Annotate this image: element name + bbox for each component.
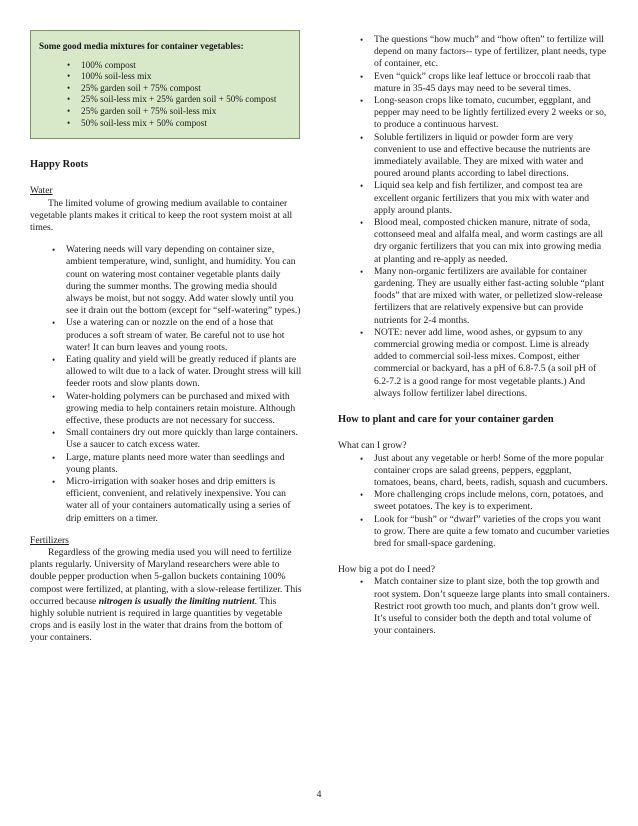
list-item: • 100% soil-less mix bbox=[39, 71, 291, 83]
right-column bbox=[338, 34, 610, 637]
water-intro-paragraph: The limited volume of growing medium available to container vegetable plants makes it critical to keep the root system moist at all times. bbox=[30, 197, 293, 233]
question-what-can-i-grow: What can I grow? bbox=[338, 440, 407, 452]
subsection-title-fertilizers: Fertilizers bbox=[30, 534, 69, 546]
media-mixtures-box bbox=[30, 30, 300, 139]
pot-size-list bbox=[338, 576, 610, 637]
list-item: • 50% soil-less mix + 50% compost bbox=[39, 118, 291, 130]
list-item: • 25% garden soil + 75% soil-less mix bbox=[39, 106, 291, 118]
fertilizers-text-end: . This highly soluble nutrient is required in large quantities by vegetable crops and is easily lost in the water that drains from the bottom of your containers. bbox=[30, 595, 283, 644]
subsection-title-water: Water bbox=[30, 185, 53, 197]
list-item: • Water-holding polymers can be purchased and mixed with growing media to help containers retain moisture. Although effective, these products are not necessary for success. bbox=[30, 391, 302, 428]
left-column bbox=[30, 30, 302, 645]
list-item: • Match container size to plant size, both the top growth and root system. Don’t squeeze large plants into small containers. Restrict root growth too much, and plants don’t grow well. It’s useful to consider both the depth and total volume of your containers. bbox=[338, 576, 610, 637]
list-item: • More challenging crops include melons, corn, potatoes, and sweet potatoes. The key is to experiment. bbox=[338, 489, 610, 513]
list-item: • Blood meal, composted chicken manure, nitrate of soda, cottonseed meal and alfalfa meal, and worm castings are all dry organic fertilizers that you can mix into growing media at planting and re-apply as needed. bbox=[338, 217, 610, 266]
fertilizers-text: Regardless of the growing media used you will need to fertilize plants regularly. University of Maryland researchers were able to double pepper production when 5-gallon buckets containing 100% compost were fertilized, at planting, with a slow-release fertilizer. This occurred because bbox=[30, 547, 302, 607]
list-item: • Use a watering can or nozzle on the end of a hose that produces a soft stream of water. Be careful not to use hot water! It can burn leaves and young roots. bbox=[30, 317, 302, 354]
water-tips-list bbox=[30, 244, 302, 525]
grow-list bbox=[338, 453, 610, 551]
limiting-nutrient-emphasis: nitrogen is usually the limiting nutrient bbox=[98, 595, 255, 607]
list-item: • NOTE: never add lime, wood ashes, or gypsum to any commercial growing media or compost. Lime is already added to commercial soil-less mixes. Compost, either commercial or backyard, has a pH of 6.8-7.5 (a soil pH of 6.2-7.2 is a good range for most vegetable plants.) And always follow fertilizer label directions. bbox=[338, 327, 610, 400]
list-item: • Watering needs will vary depending on container size, ambient temperature, wind, sunlight, and humidity. You can count on watering most container vegetable plants daily during the summer months. The growing media should always be moist, but not soggy. Add water slowly until you see it drain out the bottom (except for “self-watering” types.) bbox=[30, 244, 302, 317]
list-item: • Even “quick” crops like leaf lettuce or broccoli raab that mature in 35-45 days may need to be several times. bbox=[338, 71, 610, 95]
media-box-title: Some good media mixtures for container vegetables: bbox=[39, 41, 244, 51]
fertilizers-paragraph bbox=[30, 547, 302, 645]
list-item: • Long-season crops like tomato, cucumber, eggplant, and pepper may need to be lightly fertilized every 2 weeks or so, to produce a continuous harvest. bbox=[338, 95, 610, 132]
list-item: • 100% compost bbox=[39, 60, 291, 72]
list-item: • Large, mature plants need more water than seedlings and young plants. bbox=[30, 452, 302, 476]
list-item: • Just about any vegetable or herb! Some of the more popular container crops are salad greens, peppers, eggplant, tomatoes, beans, chard, beets, radish, squash and cucumbers. bbox=[338, 453, 610, 490]
page-number: 4 bbox=[316, 789, 322, 800]
list-item: • Eating quality and yield will be greatly reduced if plants are allowed to wilt due to a lack of water. Drought stress will kill feeder roots and slow plants down. bbox=[30, 354, 302, 391]
list-item: • Many non-organic fertilizers are available for container gardening. They are usually either fast-acting soluble “plant foods” that are mixed with water, or pelletized slow-release fertilizers that are relatively expensive but can provide nutrients for 2-4 months. bbox=[338, 266, 610, 327]
fertilizer-tips-list bbox=[338, 34, 610, 400]
list-item: • 25% garden soil + 75% compost bbox=[39, 83, 291, 95]
media-mixture-list bbox=[39, 60, 291, 130]
section-heading-happy-roots: Happy Roots bbox=[30, 159, 89, 171]
list-item: • Micro-irrigation with soaker hoses and drip emitters is efficient, convenient, and relatively inexpensive. You can water all of your containers automatically using a series of drip emitters on a timer. bbox=[30, 476, 302, 525]
list-item: • Liquid sea kelp and fish fertilizer, and compost tea are excellent organic fertilizers that you mix with water and apply around plants. bbox=[338, 180, 610, 217]
list-item: • Look for “bush” or “dwarf” varieties of the crops you want to grow. There are quite a few tomato and cucumber varieties bred for small-space gardening. bbox=[338, 514, 610, 551]
question-pot-size: How big a pot do I need? bbox=[338, 564, 435, 576]
list-item: • Small containers dry out more quickly than large containers. Use a saucer to catch excess water. bbox=[30, 427, 302, 451]
list-item: • Soluble fertilizers in liquid or powder form are very convenient to use and effective because the nutrients are immediately available. They are mixed with water and poured around plants according to label directions. bbox=[338, 132, 610, 181]
list-item: • The questions “how much” and “how often” to fertilize will depend on many factors-- type of fertilizer, plant needs, type of container, etc. bbox=[338, 34, 610, 71]
section-heading-plant-care: How to plant and care for your container garden bbox=[338, 414, 554, 426]
list-item: • 25% soil-less mix + 25% garden soil + 50% compost bbox=[39, 94, 291, 106]
